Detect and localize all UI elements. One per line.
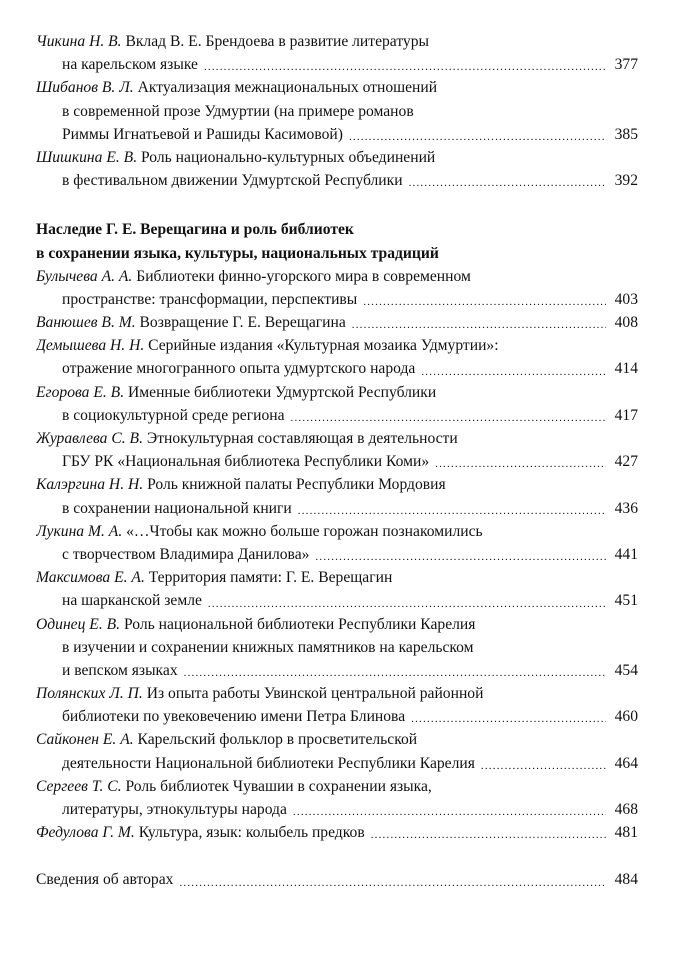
dot-leader [184,664,606,682]
toc-entry-line [36,868,638,891]
toc-entry-page: 408 [614,314,638,332]
dot-leader [204,58,606,76]
toc-entry-line [36,728,638,751]
toc-entry-line [36,659,638,682]
toc-entry-page: 464 [614,754,638,772]
toc-entry-page: 385 [614,125,638,143]
toc-entry-page: 460 [614,708,638,726]
toc-entry-title: на карельском языке [62,56,198,74]
toc-entry[interactable] [36,566,638,612]
toc-entry-title: с творчеством Владимира Данилова» [62,545,310,563]
dot-leader [315,548,606,566]
toc-entry-line [36,682,638,705]
toc-entry-author: Сергеев Т. С. [36,777,122,795]
toc-entry-page: 451 [614,592,638,610]
toc-entry-title: Роль книжной палаты Республики Мордовия [147,476,446,494]
toc-entry-line [36,265,638,288]
toc-entry-line [36,589,638,612]
toc-entry-title: на шарканской земле [62,592,202,610]
toc-entry-author: Калэргина Н. Н. [36,476,144,494]
toc-entry-page: 441 [614,545,638,563]
toc-entry-page: 436 [614,499,638,517]
toc-entry-line [36,798,638,821]
toc-entry-title: Роль национальной библиотеки Республики Карелия [123,615,476,633]
dot-leader [371,826,606,844]
table-of-contents [36,30,638,892]
toc-entry-text [62,798,287,821]
dot-leader [411,710,606,728]
toc-entry-line [36,288,638,311]
toc-entry-text [36,384,436,401]
toc-entry-title: пространстве: трансформации, перспективы [62,290,358,308]
toc-entry-title: в сохранении национальной книги [62,499,292,517]
dot-leader [293,803,606,821]
toc-entry[interactable] [36,775,638,821]
toc-entry-title: в современной прозе Удмуртии (на примере романов [62,102,414,120]
toc-entry[interactable] [36,334,638,380]
toc-entry-line [36,497,638,520]
dot-leader [409,174,606,192]
dot-leader [435,455,606,473]
toc-entry-page: 377 [614,56,638,74]
toc-entry-title: Карельский фольклор в просветительской [137,731,418,749]
dot-leader [481,757,606,775]
toc-entry-line [36,821,638,844]
toc-entry-line [36,613,638,636]
toc-entry-title: литературы, этнокультуры народа [62,801,287,819]
dot-leader [298,502,606,520]
toc-entry-text [36,569,392,586]
toc-entry-title: деятельности Национальной библиотеки Республики Карелия [62,754,475,772]
toc-entry-line [36,473,638,496]
toc-entry-line [36,404,638,427]
dot-leader [363,293,606,311]
toc-entry[interactable] [36,728,638,774]
toc-entry-text [36,476,446,493]
dot-leader [208,595,606,613]
toc-entry-author: Чикина Н. В. [36,33,122,50]
toc-entry-line [36,123,638,146]
toc-entry-text [36,33,429,50]
toc-entry-text [62,589,202,612]
toc-entries-section [36,265,638,845]
toc-entry-title: в социокультурной среде региона [62,406,285,424]
toc-entry-title: Роль библиотек Чувашии в сохранении языка, [125,777,432,795]
toc-entry-title: Роль национально-культурных объединений [141,148,436,166]
toc-entry-title: Культура, язык: колыбель предков [138,824,365,842]
toc-entry-text [36,311,346,334]
toc-entry-text [36,731,417,748]
toc-entry-author: Максимова Е. А. [36,569,145,587]
toc-entry-title: Актуализация межнациональных отношений [137,79,438,97]
toc-entry-title: «…Чтобы как можно больше горожан познакомились [126,522,483,540]
section-heading-line-2: в сохранении языка, культуры, национальных традиций [36,244,439,262]
toc-entry-title: Территория памяти: Г. Е. Верещагин [148,569,393,587]
dot-leader [349,128,606,146]
toc-entry-text [36,821,365,844]
toc-entry-text [62,169,403,192]
toc-entry-title: Серийные издания «Культурная мозаика Удмуртии»: [148,337,499,355]
toc-entry-page: 484 [614,871,638,889]
toc-entry-text [62,543,309,566]
toc-entry-text [36,149,435,166]
toc-entry-author: Демышева Н. Н. [36,337,145,355]
toc-entry-line [36,705,638,728]
toc-entry-text [36,616,475,633]
toc-entry-line [36,450,638,473]
toc-entry-line [36,334,638,357]
toc-entry-text [62,103,414,120]
toc-entry-text [36,778,432,795]
toc-entry-page: 427 [614,453,638,471]
toc-entry-author: Егорова Е. В. [36,383,125,401]
toc-entry[interactable] [36,520,638,566]
spacer [36,844,638,868]
toc-entry-title: и вепском языках [62,661,178,679]
toc-entry-text [36,685,483,702]
toc-entry-page: 403 [614,290,638,308]
toc-entry-title: в изучении и сохранении книжных памятников на карельском [62,638,474,656]
toc-entry[interactable] [36,311,638,334]
toc-entry-title: отражение многогранного опыта удмуртского народа [62,360,416,378]
toc-entry-text [36,268,471,285]
dot-leader [179,874,606,892]
toc-entry-title: ГБУ РК «Национальная библиотека Республики Коми» [62,453,430,471]
spacer [36,192,638,218]
toc-entry-text [62,404,285,427]
toc-entry-line [36,566,638,589]
toc-entry-title: Возвращение Г. Е. Верещагина [139,314,346,332]
toc-entry-text [36,523,483,540]
toc-entry-author: Одинец Е. В. [36,615,121,633]
toc-entry-authors-info[interactable] [36,868,638,891]
toc-entry-text [62,497,292,520]
toc-entry-text [36,337,499,354]
toc-entry-author: Ванюшев В. М. [36,314,136,332]
toc-entry-text [62,752,475,775]
toc-entry-title: Риммы Игнатьевой и Рашиды Касимовой) [62,125,343,143]
toc-entry[interactable] [36,613,638,683]
toc-entry-line [36,169,638,192]
toc-entry-line [36,100,638,123]
toc-entry-author: Федулова Г. М. [36,824,135,842]
toc-entry-line [36,30,638,53]
toc-entry-author: Журавлева С. В. [36,430,143,448]
toc-entry-line [36,520,638,543]
toc-entries-top [36,30,638,192]
toc-entry[interactable] [36,30,638,76]
toc-entry-text [62,705,405,728]
section-heading [36,218,638,264]
toc-entry-line [36,76,638,99]
toc-entry[interactable] [36,821,638,844]
toc-entry-title: Вклад В. Е. Брендоева в развитие литературы [125,33,430,50]
toc-entry-author: Сайконен Е. А. [36,731,134,749]
toc-entry-text [62,288,357,311]
toc-entry[interactable] [36,146,638,192]
toc-entry[interactable] [36,682,638,728]
toc-entry[interactable] [36,473,638,519]
toc-entry-line [36,381,638,404]
toc-entry-author: Полянских Л. П. [36,685,143,703]
toc-entry-page: 481 [614,824,638,842]
toc-entry-text [62,659,178,682]
toc-entry-text [62,53,198,76]
toc-entry-line [36,775,638,798]
toc-entry-page: 414 [614,360,638,378]
toc-entry-title: Библиотеки финно-угорского мира в современном [136,267,471,285]
dot-leader [421,363,606,381]
dot-leader [352,316,606,334]
toc-entry-line [36,53,638,76]
toc-entry-line [36,543,638,566]
dot-leader [291,409,606,427]
toc-entry-text [62,639,474,656]
toc-entry-title: Из опыта работы Увинской центральной районной [146,685,484,703]
toc-entry[interactable] [36,265,638,311]
toc-entry-text [36,79,437,96]
toc-entry-line [36,752,638,775]
toc-entry-title: Именные библиотеки Удмуртской Республики [128,383,437,401]
section-heading-line-1: Наследие Г. Е. Верещагина и роль библиотек [36,221,354,239]
toc-entry-text [62,450,429,473]
toc-entry[interactable] [36,381,638,427]
toc-entry-title: библиотеки по увековечению имени Петра Блинова [62,708,406,726]
toc-entry-page: 392 [614,172,638,190]
toc-entry-author: Шибанов В. Л. [36,79,134,97]
toc-entry-line [36,146,638,169]
toc-entry-title: Этнокультурная составляющая в деятельности [146,430,458,448]
toc-entry-title: Сведения об авторах [36,871,174,889]
toc-entry-page: 417 [614,406,638,424]
toc-entry-line [36,636,638,659]
toc-entry-text [62,357,415,380]
toc-entry-line [36,311,638,334]
toc-entry-page: 454 [614,661,638,679]
toc-entry[interactable] [36,427,638,473]
toc-entry-author: Булычева А. А. [36,267,133,285]
toc-entry-author: Лукина М. А. [36,522,123,540]
toc-entry[interactable] [36,76,638,146]
toc-entry-line [36,357,638,380]
toc-entry-line [36,427,638,450]
toc-entry-text [36,430,458,447]
toc-entry-text [62,123,343,146]
toc-entry-author: Шишкина Е. В. [36,148,138,166]
toc-entry-title: в фестивальном движении Удмуртской Республики [62,172,403,190]
toc-entry-page: 468 [614,801,638,819]
